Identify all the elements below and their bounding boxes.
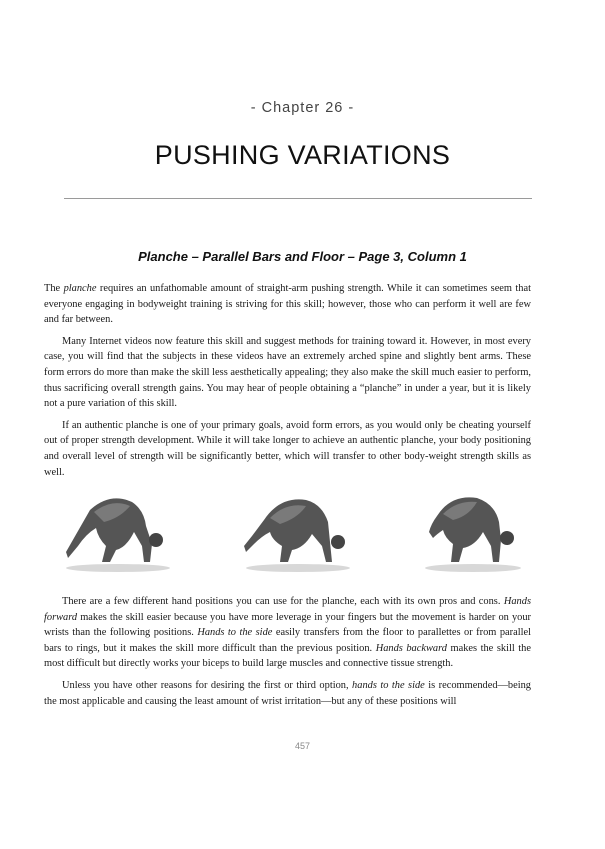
planche-figure-hands-forward-icon [60,488,176,574]
text-run: Many Internet videos now feature this skill and suggest methods for training toward it. However, in most every case, you will find that the subjects in these videos have an extremely arched spine and slightly bent arms. These form errors do more than make the skill less aesthetically appealing; they also make the skill much easier to perform, thus sacrificing overall strength gains. You may hear of people obtaining a “planche” in under a year, but it is likely not a pure variation of this skill. [44,335,531,410]
text-run: is recommended—being the most applicable and causing the least amount of wrist irritation—but any of these positions will [44,679,531,707]
body-text-bottom [44,594,531,715]
text-run: makes the skill easier because you have more leverage in your fingers but the movement is harder on your wrists than the following positions. [44,611,531,639]
text-run: makes the skill the most difficult but directly works your biceps to build large muscles and connective tissue strength. [44,642,531,670]
text-run: The [44,283,64,294]
paragraph [44,678,531,709]
text-run: If an authentic planche is one of your primary goals, avoid form errors, as you would only be cheating yourself out of proper strength development. While it will take longer to achieve an authentic planche, your body positioning and overall level of strength will be significantly better, which will transfer to other body-weight strength skills as well. [44,419,531,478]
paragraph [44,418,531,480]
paragraph [44,281,531,328]
planche-figure-hands-side-icon [240,488,356,574]
chapter-title: PUSHING VARIATIONS [154,140,451,170]
planche-figure-hands-backward-icon [415,488,531,574]
title-rule [64,198,532,199]
paragraph [44,594,531,672]
figure-row [60,488,540,576]
italic-term: Hands backward [375,642,447,654]
text-run: There are a few different hand positions you can use for the planche, each with its own pros and cons. [62,596,504,607]
italic-term: Hands to the side [197,627,273,639]
text-run: easily transfers from the floor to parallettes or from parallel bars to rings, but it makes the skill more difficult than the previous position. [44,627,531,654]
body-text-top [44,281,531,486]
paragraph [44,334,531,412]
page-number: 457 [294,741,311,751]
text-run: Unless you have other reasons for desiring the first or third option, [62,679,353,691]
section-title: Planche – Parallel Bars and Floor – Page 3, Column 1 [138,249,467,264]
italic-term: hands to the side [352,679,425,691]
text-run: requires an unfathomable amount of straight-arm pushing strength. While it can sometimes seem that everyone engaging in bodyweight training is striving for this skill; however, those who can perform it well are few and far between. [44,283,531,326]
chapter-label: - Chapter 26 - [250,100,355,116]
italic-term: planche [63,283,97,294]
italic-term: Hands forward [44,596,531,623]
